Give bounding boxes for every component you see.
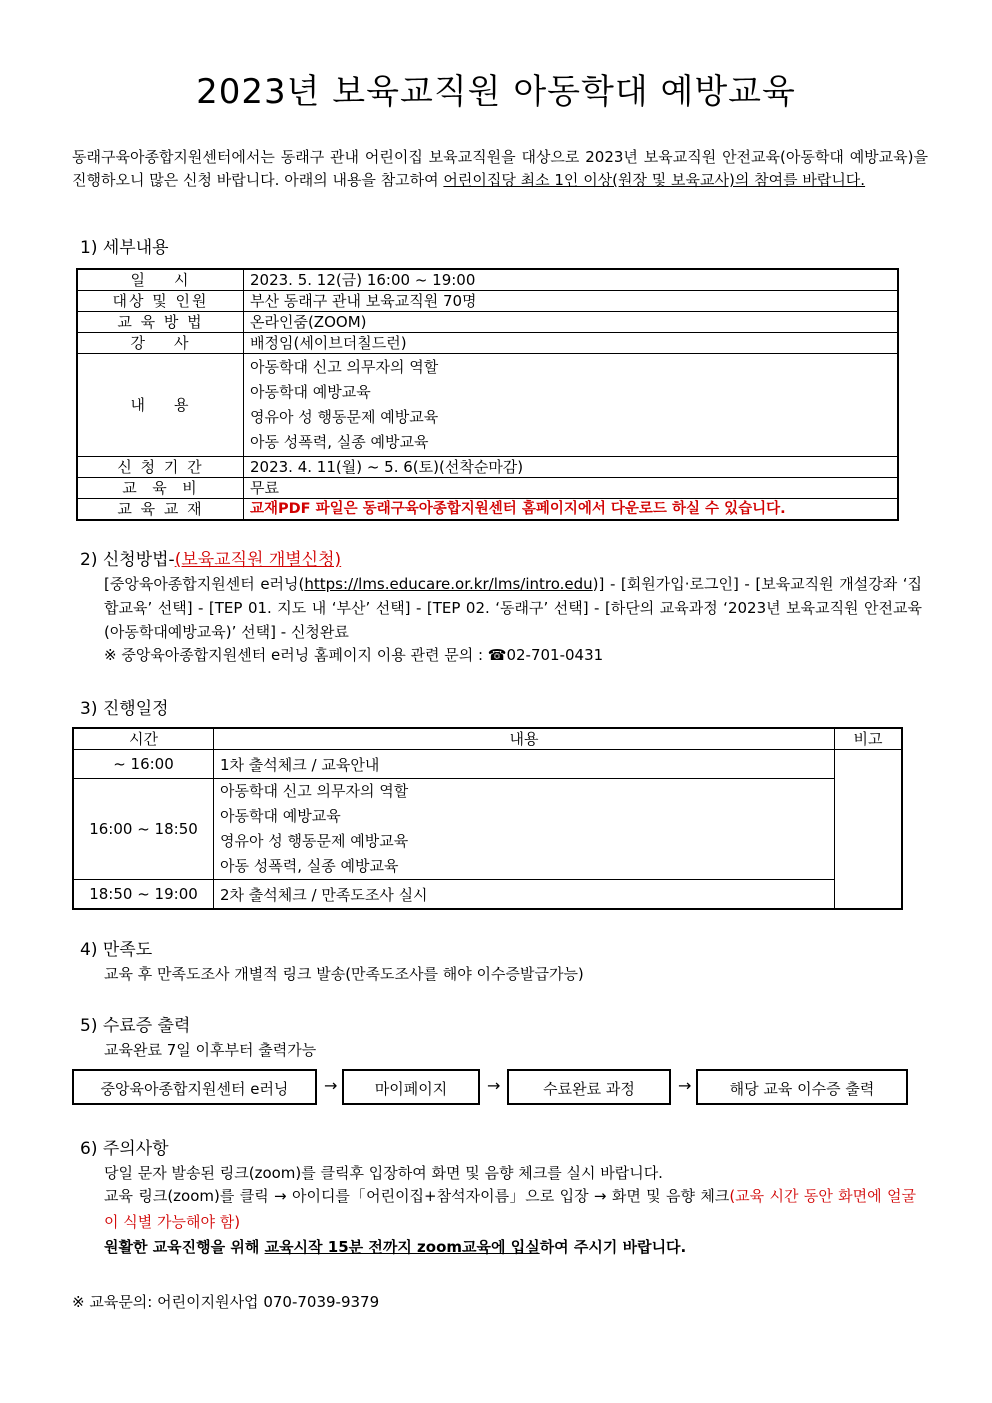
row-key: 대상 및 인원 — [77, 291, 244, 312]
section-4-heading: 4) 만족도 — [80, 940, 153, 960]
row-value: 2023. 5. 12(금) 16:00 ~ 19:00 — [244, 269, 899, 291]
footer-contact: ※ 교육문의: 어린이지원사업 070-7039-9379 — [72, 1293, 380, 1311]
elearning-link[interactable]: https://lms.educare.or.kr/lms/intro.edu — [304, 575, 593, 593]
schedule-table — [72, 727, 903, 910]
note-cell — [835, 750, 903, 910]
arrow-icon: → — [487, 1076, 501, 1095]
content-key: 내 용 — [77, 354, 244, 457]
list-item: 아동 성폭력, 실종 예방교육 — [250, 433, 429, 451]
flow-step-completed-course: 수료완료 과정 — [507, 1069, 671, 1105]
section-2-heading — [80, 545, 341, 570]
row-key: 교 육 교 재 — [77, 499, 244, 521]
header-note: 비고 — [835, 728, 903, 750]
content-list — [244, 354, 899, 457]
flow-step-mypage: 마이페이지 — [342, 1069, 480, 1105]
table-row — [77, 478, 898, 499]
content-cell: 2차 출석체크 / 만족도조사 실시 — [214, 880, 835, 910]
row-key: 신 청 기 간 — [77, 457, 244, 478]
list-item: 아동학대 예방교육 — [220, 807, 341, 825]
notice-line-2 — [104, 1183, 916, 1235]
list-item: 영유아 성 행동문제 예방교육 — [220, 832, 409, 850]
row-key: 강 사 — [77, 333, 244, 354]
notice-line-1: 당일 문자 발송된 링크(zoom)를 클릭후 입장하여 화면 및 음향 체크를 실시 바랍니다. — [104, 1164, 663, 1182]
header-content: 내용 — [214, 728, 835, 750]
details-table — [76, 268, 899, 521]
table-row — [77, 354, 898, 457]
list-item: 아동학대 신고 의무자의 역할 — [220, 782, 409, 800]
row-value: 온라인줌(ZOOM) — [244, 312, 899, 333]
table-header-row — [73, 728, 902, 750]
intro-underlined-text: 어린이집당 최소 1인 이상(원장 및 보육교사)의 참여를 바랍니다. — [443, 171, 866, 189]
row-value: 무료 — [244, 478, 899, 499]
table-row — [77, 333, 898, 354]
table-row — [77, 312, 898, 333]
material-notice: 교재PDF 파일은 동래구육아종합지원센터 홈페이지에서 다운로드 하실 수 있습니다. — [244, 499, 899, 521]
content-cell: 1차 출석체크 / 교육안내 — [214, 750, 835, 779]
intro-paragraph — [72, 146, 928, 192]
row-value: 부산 동래구 관내 보육교직원 70명 — [244, 291, 899, 312]
section-6-heading: 6) 주의사항 — [80, 1139, 169, 1159]
notice-line-2-red: (교육 시간 동안 화면에 얼굴이 식별 가능해야 함) — [104, 1187, 916, 1231]
notice-line-3-start: 원활한 교육진행을 위해 — [104, 1238, 265, 1256]
list-item: 영유아 성 행동문제 예방교육 — [250, 408, 439, 426]
row-key: 교 육 비 — [77, 478, 244, 499]
list-item: 아동 성폭력, 실종 예방교육 — [220, 857, 399, 875]
time-cell: ~ 16:00 — [73, 750, 214, 779]
table-row — [77, 269, 898, 291]
table-row — [77, 291, 898, 312]
table-row — [73, 750, 902, 779]
notice-line-3-underlined: 교육시작 15분 전까지 zoom교육에 입실 — [264, 1238, 540, 1256]
flow-step-elearning: 중앙육아종합지원센터 e러닝 — [72, 1069, 317, 1105]
contact-note: ※ 중앙육아종합지원센터 e러닝 홈페이지 이용 관련 문의 : ☎02-701-0431 — [104, 646, 604, 664]
section-1-heading: 1) 세부내용 — [80, 238, 169, 258]
row-value: 2023. 4. 11(월) ~ 5. 6(토)(선착순마감) — [244, 457, 899, 478]
arrow-icon: → — [678, 1076, 692, 1095]
table-row — [73, 779, 902, 880]
table-row — [73, 880, 902, 910]
header-time: 시간 — [73, 728, 214, 750]
section-2-title: 2) 신청방법- — [80, 550, 175, 570]
flow-step-print-certificate: 해당 교육 이수증 출력 — [696, 1069, 908, 1105]
certificate-text: 교육완료 7일 이후부터 출력가능 — [104, 1041, 317, 1059]
time-cell: 16:00 ~ 18:50 — [73, 779, 214, 880]
steps-text-start: [중앙육아종합지원센터 e러닝( — [104, 575, 305, 593]
section-3-heading: 3) 진행일정 — [80, 699, 169, 719]
row-key: 일 시 — [77, 269, 244, 291]
satisfaction-text: 교육 후 만족도조사 개별적 링크 발송(만족도조사를 해야 이수증발급가능) — [104, 965, 584, 983]
notice-line-3-end: 하여 주시기 바랍니다. — [539, 1238, 687, 1256]
time-cell: 18:50 ~ 19:00 — [73, 880, 214, 910]
section-5-heading: 5) 수료증 출력 — [80, 1016, 191, 1036]
table-row — [77, 499, 898, 521]
row-key: 교 육 방 법 — [77, 312, 244, 333]
table-row — [77, 457, 898, 478]
application-steps — [104, 572, 922, 644]
steps-text-end: )] - [회원가입·로그인] - [보육교직원 개설강좌 ‘집합교육’ 선택] - [TEP 01. 지도 내 ‘부산’ 선택] - [TEP 02. ‘동래구’ 선택] - [하단의 교육과정 ‘2023년 보육교직원 안전교육(아동학대예방교육)’ 선택] - 신청완료 — [104, 575, 923, 641]
row-value: 배정임(세이브더칠드런) — [244, 333, 899, 354]
arrow-icon: → — [324, 1076, 338, 1095]
intro-text: 동래구육아종합지원센터에서는 동래구 관내 어린이집 보육교직원을 대상으로 2023년 보육교직원 안전교육(아동학대 예방교육)을 진행하오니 많은 신청 바랍니다. 아래의 내용을 참고하여 — [72, 148, 928, 189]
content-cell — [214, 779, 835, 880]
list-item: 아동학대 예방교육 — [250, 383, 371, 401]
section-2-highlight: (보육교직원 개별신청) — [174, 550, 342, 570]
notice-line-3 — [104, 1235, 686, 1259]
list-item: 아동학대 신고 의무자의 역할 — [250, 358, 439, 376]
notice-line-2-text: 교육 링크(zoom)를 클릭 → 아이디를「어린이집+참석자이름」으로 입장 → 화면 및 음향 체크 — [104, 1187, 730, 1205]
document-title: 2023년 보육교직원 아동학대 예방교육 — [196, 72, 796, 112]
